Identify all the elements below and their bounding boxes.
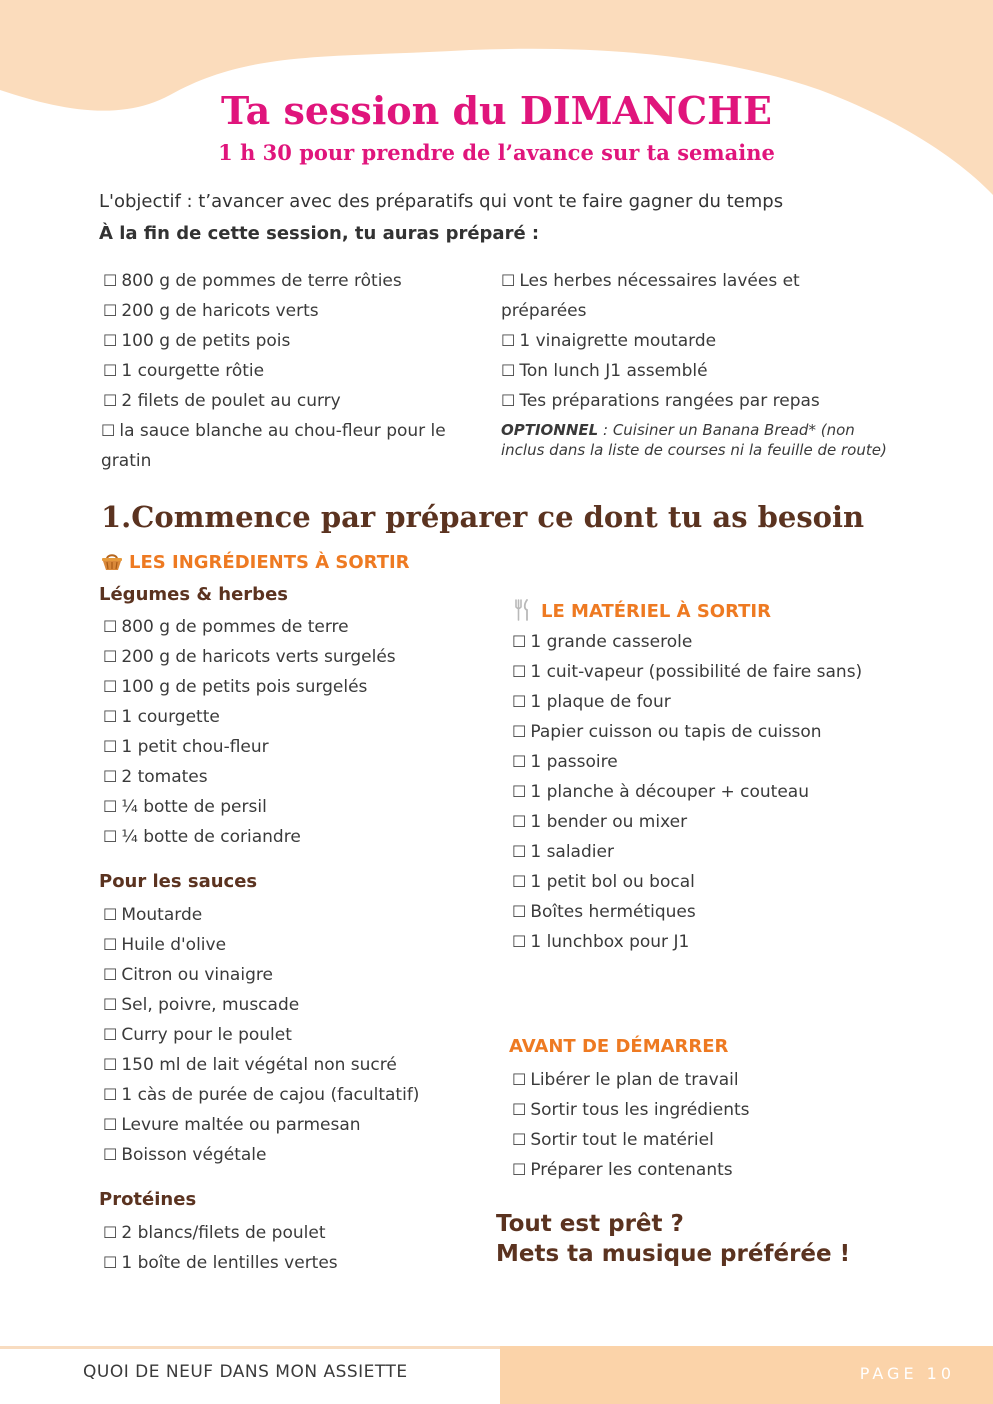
checkbox-icon[interactable]: ☐ [512,1070,527,1089]
checkbox-icon[interactable]: ☐ [512,1130,527,1149]
section-title [101,500,864,534]
list-item[interactable]: ☐ 2 filets de poulet au curry [103,391,341,411]
list-item[interactable]: ☐ 200 g de haricots verts surgelés [103,647,396,667]
equipment-heading: LE MATÉRIEL À SORTIR [513,599,771,622]
checkbox-icon[interactable]: ☐ [103,361,118,380]
checkbox-icon[interactable]: ☐ [103,827,118,846]
checkbox-icon[interactable]: ☐ [103,331,118,350]
page-title: Ta session du DIMANCHE [220,88,773,133]
before-start-list [512,1065,749,1185]
list-item[interactable]: ☐ 1 courgette rôtie [103,361,265,381]
checkbox-icon[interactable]: ☐ [512,1100,527,1119]
list-item[interactable]: ☐ Sortir tous les ingrédients [512,1100,750,1120]
checkbox-icon[interactable]: ☐ [512,782,527,801]
list-item[interactable]: ☐ ¼ botte de coriandre [103,827,301,847]
before-start-heading: AVANT DE DÉMARRER [509,1036,729,1057]
list-item[interactable]: ☐ 150 ml de lait végétal non sucré [103,1055,397,1075]
list-item[interactable]: ☐ 1 càs de purée de cajou (facultatif) [103,1085,420,1105]
footer [0,1346,993,1404]
objective-text: L'objectif : t’avancer avec des préparatifs qui vont te faire gagner du temps [99,191,784,212]
checkbox-icon[interactable]: ☐ [512,902,527,921]
list-item[interactable]: ☐ 1 planche à découper + couteau [512,782,809,802]
list-item[interactable]: ☐ 1 passoire [512,752,618,772]
list-item[interactable]: ☐ 1 bender ou mixer [512,812,688,832]
prepared-intro: À la fin de cette session, tu auras préparé : [99,223,540,244]
list-item[interactable]: ☐ 100 g de petits pois surgelés [103,677,368,697]
checkbox-icon[interactable]: ☐ [512,842,527,861]
list-item[interactable]: ☐ Sortir tout le matériel [512,1130,714,1150]
vegetables-list [103,612,396,852]
list-item[interactable]: ☐ Boîtes hermétiques [512,902,696,922]
list-item[interactable]: ☐ 1 grande casserole [512,632,693,652]
checkbox-icon[interactable]: ☐ [103,1085,118,1104]
checkbox-icon[interactable]: ☐ [512,932,527,951]
list-item[interactable]: ☐ 100 g de petits pois [103,331,291,351]
checkbox-icon[interactable]: ☐ [103,965,118,984]
checkbox-icon[interactable]: ☐ [103,1253,118,1272]
checkbox-icon[interactable]: ☐ [501,391,516,410]
equipment-list [512,627,862,957]
checkbox-icon[interactable]: ☐ [512,872,527,891]
checkbox-icon[interactable]: ☐ [501,361,516,380]
list-item[interactable]: ☐ Libérer le plan de travail [512,1070,739,1090]
list-item[interactable]: ☐ la sauce blanche au chou-fleur pour le gratin [101,421,446,471]
section-number: 1. [101,500,132,534]
checkbox-icon[interactable]: ☐ [103,797,118,816]
vegetables-heading: Légumes & herbes [99,584,288,605]
list-item[interactable]: ☐ ¼ botte de persil [103,797,267,817]
list-item[interactable]: ☐ Huile d'olive [103,935,227,955]
basket-icon [101,551,123,571]
prepared-list-right [501,266,841,416]
optional-note [501,420,891,460]
checkbox-icon[interactable]: ☐ [103,301,118,320]
list-item[interactable]: ☐ Sel, poivre, muscade [103,995,300,1015]
footer-brand: QUOI DE NEUF DANS MON ASSIETTE [83,1362,408,1382]
list-item[interactable]: ☐ Boisson végétale [103,1145,267,1165]
checkbox-icon[interactable]: ☐ [103,707,118,726]
list-item[interactable]: ☐ Levure maltée ou parmesan [103,1115,361,1135]
list-item[interactable]: ☐ 1 vinaigrette moutarde [501,331,717,351]
sauces-heading: Pour les sauces [99,871,258,892]
proteins-heading: Protéines [99,1189,197,1210]
prepared-list-left [103,266,483,476]
checkbox-icon[interactable]: ☐ [512,752,527,771]
ready-line-2: Mets ta musique préférée ! [496,1241,851,1267]
list-item[interactable]: ☐ 800 g de pommes de terre [103,617,349,637]
section-heading: Commence par préparer ce dont tu as besoin [131,500,865,534]
list-item[interactable]: ☐ 1 lunchbox pour J1 [512,932,690,952]
optional-text: : Cuisiner un Banana Bread* (non inclus dans la liste de courses ni la feuille de route) [501,421,887,459]
checkbox-icon[interactable]: ☐ [103,617,118,636]
list-item[interactable]: ☐ 200 g de haricots verts [103,301,319,321]
checkbox-icon[interactable]: ☐ [512,1160,527,1179]
list-item[interactable]: ☐ 800 g de pommes de terre rôties [103,271,402,291]
checkbox-icon[interactable]: ☐ [512,692,527,711]
list-item[interactable]: ☐ Préparer les contenants [512,1160,733,1180]
checkbox-icon[interactable]: ☐ [103,1223,118,1242]
checkbox-icon[interactable]: ☐ [103,1025,118,1044]
footer-page-block [500,1346,993,1404]
proteins-list [103,1218,338,1278]
ingredients-heading: LES INGRÉDIENTS À SORTIR [101,551,410,573]
checkbox-icon[interactable]: ☐ [103,1145,118,1164]
list-item[interactable]: ☐ Tes préparations rangées par repas [501,391,820,411]
checkbox-icon[interactable]: ☐ [512,722,527,741]
page-number: PAGE 10 [859,1364,955,1383]
optional-label: OPTIONNEL [501,421,599,439]
cutlery-icon [513,599,531,621]
checkbox-icon[interactable]: ☐ [512,812,527,831]
list-item[interactable]: ☐ 1 boîte de lentilles vertes [103,1253,338,1273]
list-item[interactable]: ☐ Papier cuisson ou tapis de cuisson [512,722,822,742]
checkbox-icon[interactable]: ☐ [512,632,527,651]
checkbox-icon[interactable]: ☐ [501,271,516,290]
list-item[interactable]: ☐ Les herbes nécessaires lavées et préparées [501,271,800,321]
page-subtitle: 1 h 30 pour prendre de l’avance sur ta semaine [218,140,775,165]
ready-message [496,1209,850,1269]
list-item[interactable]: ☐ Ton lunch J1 assemblé [501,361,708,381]
list-item[interactable]: ☐ 1 saladier [512,842,614,862]
list-item[interactable]: ☐ 2 tomates [103,767,208,787]
checkbox-icon[interactable]: ☐ [103,391,118,410]
checkbox-icon[interactable]: ☐ [103,271,118,290]
checkbox-icon[interactable]: ☐ [101,421,116,440]
list-item[interactable]: ☐ Curry pour le poulet [103,1025,292,1045]
checkbox-icon[interactable]: ☐ [103,1055,118,1074]
footer-divider [0,1346,500,1349]
checkbox-icon[interactable]: ☐ [501,331,516,350]
sauces-list [103,900,419,1170]
list-item[interactable]: ☐ 1 cuit-vapeur (possibilité de faire sans) [512,662,863,682]
checkbox-icon[interactable]: ☐ [103,935,118,954]
checkbox-icon[interactable]: ☐ [103,1115,118,1134]
checkbox-icon[interactable]: ☐ [103,905,118,924]
checkbox-icon[interactable]: ☐ [103,737,118,756]
checkbox-icon[interactable]: ☐ [103,767,118,786]
list-item[interactable]: ☐ 1 petit bol ou bocal [512,872,695,892]
checkbox-icon[interactable]: ☐ [512,662,527,681]
list-item[interactable]: ☐ 1 plaque de four [512,692,671,712]
list-item[interactable]: ☐ 1 petit chou-fleur [103,737,269,757]
checkbox-icon[interactable]: ☐ [103,647,118,666]
ready-line-1: Tout est prêt ? [496,1211,684,1237]
list-item[interactable]: ☐ 2 blancs/filets de poulet [103,1223,326,1243]
list-item[interactable]: ☐ Citron ou vinaigre [103,965,273,985]
checkbox-icon[interactable]: ☐ [103,677,118,696]
list-item[interactable]: ☐ 1 courgette [103,707,220,727]
checkbox-icon[interactable]: ☐ [103,995,118,1014]
list-item[interactable]: ☐ Moutarde [103,905,203,925]
